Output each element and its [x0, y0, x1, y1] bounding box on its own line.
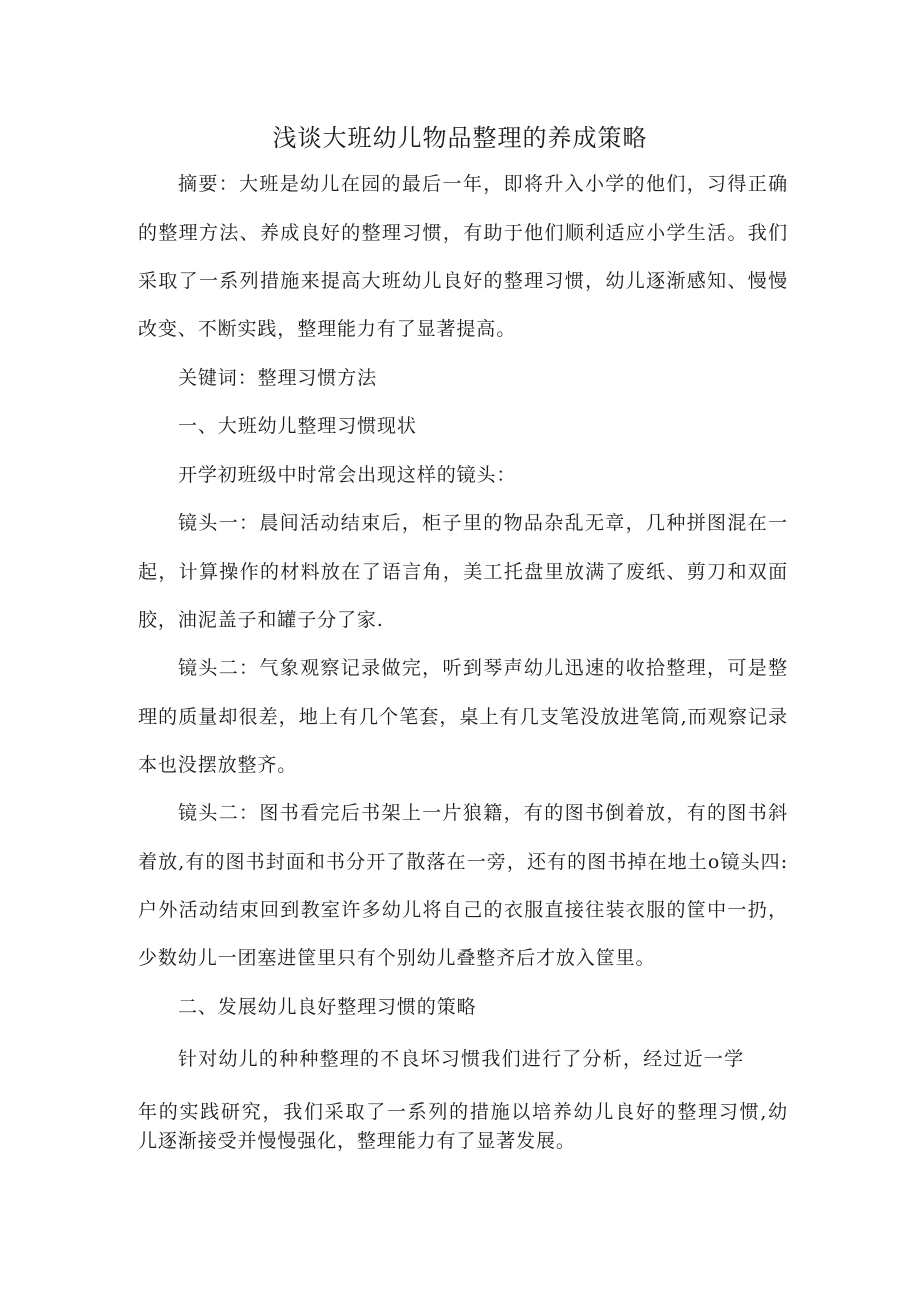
strategy-line-3: 儿逐渐接受并慢慢强化，整理能力有了显著发展。: [138, 1130, 576, 1152]
scene2-line-1: 镜头二：气象观察记录做完，听到琴声幼儿迅速的收拾整理，可是整: [178, 657, 788, 679]
document-title: 浅谈大班幼儿物品整理的养成策略: [272, 124, 648, 152]
strategy-line-2: 年的实践研究，我们采取了一系列的措施以培养幼儿良好的整理习惯,幼: [138, 1101, 788, 1123]
section-heading-2: 二、发展幼儿良好整理习惯的策略: [178, 996, 477, 1018]
scene2-line-2: 理的质量却很差，地上有几个笔套，桌上有几支笔没放进笔筒,而观察记录: [138, 706, 788, 728]
abstract-line-3: 采取了一系列措施来提高大班幼儿良好的整理习惯，幼儿逐渐感知、慢慢: [138, 270, 788, 292]
abstract-line-2: 的整理方法、养成良好的整理习惯，有助于他们顺利适应小学生活。我们: [138, 222, 788, 244]
scene1-line-3: 胶，油泥盖子和罐子分了家.: [138, 609, 384, 631]
scene1-line-1: 镜头一：晨间活动结束后，柜子里的物品杂乱无章，几种拼图混在一: [178, 512, 788, 534]
scene3-line-3: 户外活动结束回到教室许多幼儿将自己的衣服直接往装衣服的筐中一扔，: [138, 899, 788, 921]
paragraph-intro: 开学初班级中时常会出现这样的镜头：: [178, 464, 517, 486]
scene3-line-4: 少数幼儿一团塞进筐里只有个别幼儿叠整齐后才放入筐里。: [138, 947, 656, 969]
abstract-line-1: 摘要：大班是幼儿在园的最后一年，即将升入小学的他们，习得正确: [178, 173, 788, 195]
section-heading-1: 一、大班幼儿整理习惯现状: [178, 415, 417, 437]
scene3-line-2: 着放,有的图书封面和书分开了散落在一旁，还有的图书掉在地土o镜头四:: [138, 851, 788, 873]
scene2-line-3: 本也没摆放整齐。: [138, 754, 298, 776]
keywords-line: 关键词：整理习惯方法: [178, 367, 378, 389]
strategy-line-1: 针对幼儿的种种整理的不良坏习惯我们进行了分析，经过近一学: [178, 1048, 744, 1070]
abstract-line-4: 改变、不断实践，整理能力有了显著提高。: [138, 318, 517, 340]
scene1-line-2: 起，计算操作的材料放在了语言角，美工托盘里放满了废纸、剪刀和双面: [138, 561, 788, 583]
scene3-line-1: 镜头二：图书看完后书架上一片狼籍，有的图书倒着放，有的图书斜: [178, 802, 788, 824]
